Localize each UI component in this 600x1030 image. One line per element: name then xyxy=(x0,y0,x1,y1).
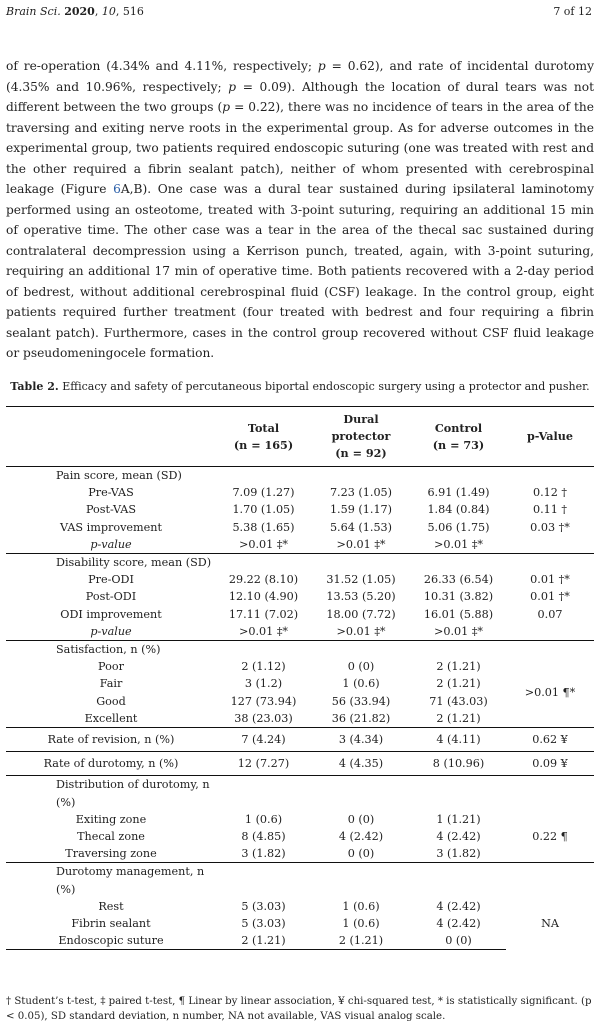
text-run: 10 xyxy=(101,5,116,18)
table-cell xyxy=(506,641,594,659)
table-cell xyxy=(216,863,311,898)
table-cell: 3 (1.2) xyxy=(244,677,283,691)
table-cell: 4 (4.11) xyxy=(411,728,506,752)
table-cell: 5 (3.03) xyxy=(241,917,286,931)
page-number: 7 of 12 xyxy=(553,5,592,18)
table-cell: 12 (7.27) xyxy=(216,752,311,776)
section-satisfaction xyxy=(6,641,594,659)
table-cell: Rate of revision, n (%) xyxy=(6,728,216,752)
table-cell: 12.10 (4.90) xyxy=(228,590,299,604)
table-cell: 4 (4.35) xyxy=(311,752,411,776)
table-cell: 1 (0.6) xyxy=(342,899,380,913)
table-cell: Satisfaction, n (%) xyxy=(6,641,216,659)
table-cell: 0.22 ¶ xyxy=(532,830,568,844)
table-cell xyxy=(311,863,411,898)
table-cell: >0.01 ‡* xyxy=(336,624,386,638)
table-cell: Rest xyxy=(98,899,124,913)
text-run: of re-operation (4.34% and 4.11%, respectively; xyxy=(6,59,318,73)
table-cell: 4 (2.42) xyxy=(436,899,481,913)
table-row xyxy=(6,710,594,728)
table-cell: 13.53 (5.20) xyxy=(326,590,396,604)
table-cell: Poor xyxy=(98,660,124,674)
table-cell xyxy=(411,554,506,572)
text-run: p xyxy=(222,100,231,114)
table-row xyxy=(6,932,594,950)
table-row xyxy=(6,519,594,536)
table-cell: 0.11 † xyxy=(532,503,568,517)
table-caption xyxy=(0,380,600,393)
table-cell xyxy=(6,407,216,467)
table-cell xyxy=(411,641,506,659)
table-cell: 5.64 (1.53) xyxy=(329,520,393,534)
table-cell: 38 (23.03) xyxy=(234,711,293,725)
table-cell: 1 (1.21) xyxy=(436,812,481,826)
row-durotomy xyxy=(6,752,594,776)
table-cell: 2 (1.12) xyxy=(241,660,286,674)
table-cell: Pre-ODI xyxy=(88,573,134,587)
col-control: Control (n = 73) xyxy=(432,420,485,452)
table-row xyxy=(6,675,594,692)
col-dural: Dural protector (n = 92) xyxy=(331,412,391,460)
table-cell: NA xyxy=(541,917,559,931)
table-cell xyxy=(216,467,311,485)
table-cell: 5.38 (1.65) xyxy=(232,520,295,534)
table-cell: 8 (10.96) xyxy=(411,752,506,776)
table-cell: 1 (0.6) xyxy=(342,677,380,691)
table-cell: 0 (0) xyxy=(347,660,375,674)
page-header xyxy=(6,5,592,18)
table-row xyxy=(6,571,594,588)
table-cell: Post-ODI xyxy=(85,590,137,604)
table-cell xyxy=(411,776,506,811)
table-cell xyxy=(506,776,594,811)
table-cell: 16.01 (5.88) xyxy=(423,607,494,621)
table-cell xyxy=(506,554,594,572)
table-cell: 6.91 (1.49) xyxy=(427,486,490,500)
table-cell xyxy=(411,863,506,898)
table-cell: Traversing zone xyxy=(65,847,157,861)
table-cell: 0.07 xyxy=(537,607,563,621)
table-cell: >0.01 ‡* xyxy=(238,624,289,638)
table-row xyxy=(6,811,594,828)
table-cell: Rate of durotomy, n (%) xyxy=(6,752,216,776)
text-run: = 0.22), there was no incidence of tears in the area of the traversing and exiting nerve roots in the experimental group. As for adverse outcomes in the experimental group, two patients required endoscopic suturing (one was treated with rest and the other required a fibrin sealant patch), neither of whom presented with cerebrospinal leakage (Figure xyxy=(6,100,594,196)
table-cell: 1.59 (1.17) xyxy=(329,503,393,517)
table-cell xyxy=(411,467,506,485)
text-run: = 0.09). Although the location of dural tears was not different between the two groups ( xyxy=(6,79,594,114)
table-row xyxy=(6,484,594,501)
table-cell: 71 (43.03) xyxy=(429,694,488,708)
section-distribution xyxy=(6,776,594,811)
table-cell: 0.12 † xyxy=(532,486,568,500)
table-cell xyxy=(311,641,411,659)
table-cell: 29.22 (8.10) xyxy=(228,573,299,587)
table-cell: >0.01 ‡* xyxy=(433,624,484,638)
table-cell: 36 (21.82) xyxy=(331,711,391,725)
table-cell: 0.62 ¥ xyxy=(506,728,594,752)
table-row xyxy=(6,658,594,675)
table-cell: Pre-VAS xyxy=(88,486,134,500)
col-p-value: p-Value xyxy=(526,429,574,443)
text-run: Efficacy and safety of percutaneous biportal endoscopic surgery using a protector and pusher. xyxy=(62,380,590,393)
table-cell: 1 (0.6) xyxy=(342,917,380,931)
table-cell: Disability score, mean (SD) xyxy=(6,554,216,572)
col-total: Total (n = 165) xyxy=(233,420,294,452)
table-cell: 1 (0.6) xyxy=(244,812,283,826)
table-row xyxy=(6,606,594,623)
table-row xyxy=(6,845,594,863)
table-cell: 31.52 (1.05) xyxy=(326,573,396,587)
table-cell: 0.09 ¥ xyxy=(506,752,594,776)
table-cell xyxy=(311,554,411,572)
figure-link[interactable]: 6 xyxy=(113,182,121,196)
table-cell: Pain score, mean (SD) xyxy=(6,467,216,485)
table-row xyxy=(6,915,594,932)
table-row xyxy=(6,693,594,710)
table-cell: 1.84 (0.84) xyxy=(427,503,490,517)
table-cell: 1.70 (1.05) xyxy=(232,503,295,517)
table-cell: 0.01 †* xyxy=(530,573,570,587)
section-pain xyxy=(6,467,594,485)
table-cell: >0.01 ‡* xyxy=(238,537,289,551)
table-cell xyxy=(216,641,311,659)
table-cell xyxy=(311,776,411,811)
table-cell xyxy=(311,467,411,485)
table-cell: 2 (1.21) xyxy=(436,711,481,725)
text-run: Table 2. xyxy=(10,380,59,393)
table-cell: 127 (73.94) xyxy=(230,694,297,708)
table-row xyxy=(6,623,594,641)
table-cell: 8 (4.85) xyxy=(241,830,286,844)
table-cell xyxy=(506,863,594,898)
table-cell: Good xyxy=(96,694,126,708)
table-cell: >0.01 ‡* xyxy=(336,537,386,551)
table-row xyxy=(6,588,594,605)
table-cell: Fibrin sealant xyxy=(71,917,151,931)
section-disability xyxy=(6,554,594,572)
table-cell: 3 (1.82) xyxy=(241,847,286,861)
table-cell: 2 (1.21) xyxy=(436,677,481,691)
table-cell: >0.01 ¶* xyxy=(524,686,576,700)
table-cell: 2 (1.21) xyxy=(216,932,311,950)
text-run: 2020 xyxy=(64,5,95,18)
table-row xyxy=(6,898,594,915)
table-cell: p-value xyxy=(90,624,132,638)
body-paragraph xyxy=(6,56,594,364)
journal-citation: Brain Sci. 2020, 10, 516 xyxy=(6,5,144,18)
table-footnote: † Student’s t-test, ‡ paired t-test, ¶ Linear by linear association, ¥ chi-squared test, * is statistically significant. (p < 0.05), SD standard deviation, n number, NA not available, VAS visual analog scale. xyxy=(6,996,592,1022)
table-cell xyxy=(216,554,311,572)
row-revision xyxy=(6,728,594,752)
table-cell: 10.31 (3.82) xyxy=(423,590,494,604)
table-cell: 7.23 (1.05) xyxy=(329,486,393,500)
table-cell: 5 (3.03) xyxy=(241,899,286,913)
table-cell: Post-VAS xyxy=(85,503,137,517)
table-cell: Distribution of durotomy, n (%) xyxy=(6,776,216,811)
table-cell: 2 (1.21) xyxy=(311,932,411,950)
table-cell: VAS improvement xyxy=(60,520,162,534)
table-cell: 5.06 (1.75) xyxy=(427,520,490,534)
table-cell: Durotomy management, n (%) xyxy=(6,863,216,898)
table-cell: 2 (1.21) xyxy=(436,660,481,674)
table-header-row xyxy=(6,407,594,467)
table-cell: 0 (0) xyxy=(347,812,375,826)
table-cell: ODI improvement xyxy=(60,607,162,621)
table-cell xyxy=(506,536,594,554)
table-cell xyxy=(506,467,594,485)
table-row xyxy=(6,501,594,518)
table-cell: Endoscopic suture xyxy=(6,932,216,950)
table-cell: 17.11 (7.02) xyxy=(228,607,299,621)
table-cell: 3 (4.34) xyxy=(311,728,411,752)
table-cell: 0.01 †* xyxy=(530,590,570,604)
table-cell: 7.09 (1.27) xyxy=(232,486,295,500)
table-cell: 7 (4.24) xyxy=(216,728,311,752)
table-cell: Fair xyxy=(99,677,123,691)
table-cell: 0 (0) xyxy=(411,932,506,950)
table-cell xyxy=(216,776,311,811)
section-management xyxy=(6,863,594,898)
table-cell: 56 (33.94) xyxy=(331,694,391,708)
table-cell: Exiting zone xyxy=(75,812,147,826)
table-cell: 4 (2.42) xyxy=(338,830,384,844)
table-cell xyxy=(506,623,594,641)
table-row xyxy=(6,828,594,845)
text-run: p xyxy=(228,79,237,94)
results-table xyxy=(6,406,594,950)
table-cell: Excellent xyxy=(84,711,138,725)
table-row xyxy=(6,536,594,554)
table-cell: 0 (0) xyxy=(347,847,375,861)
table-cell: 3 (1.82) xyxy=(436,847,481,861)
table-cell: 18.00 (7.72) xyxy=(326,607,396,621)
table-cell: >0.01 ‡* xyxy=(433,537,484,551)
table-cell: p-value xyxy=(90,537,132,551)
text-run: A,B). One case was a dural tear sustained during ipsilateral laminotomy performed using an osteotome, treated with 3-point suturing, requiring an additional 15 min of operative time. The other case was a tear in the area of the thecal sac sustained during contralateral decompression using a Kerrison punch, treated, again, with 3-point suturing, requiring an additional 17 min of operative time. Both patients recovered with a 2-day period of bedrest, without additional cerebrospinal fluid (CSF) leakage. In the control group, eight patients required further treatment (four treated with bedrest and four requiring a fibrin sealant patch). Furthermore, cases in the control group recovered without CSF fluid leakage or pseudomeningocele formation. xyxy=(6,182,594,360)
table-cell: Thecal zone xyxy=(77,830,145,844)
table-cell: 4 (2.42) xyxy=(436,830,481,844)
table-cell: 4 (2.42) xyxy=(436,917,481,931)
text-run: p xyxy=(317,59,326,73)
text-run: = 0.62), and rate of incidental durotomy (4.35% and 10.96%, respectively; xyxy=(6,59,594,94)
table-cell: 0.03 †* xyxy=(530,520,570,534)
table-cell: 26.33 (6.54) xyxy=(423,573,494,587)
